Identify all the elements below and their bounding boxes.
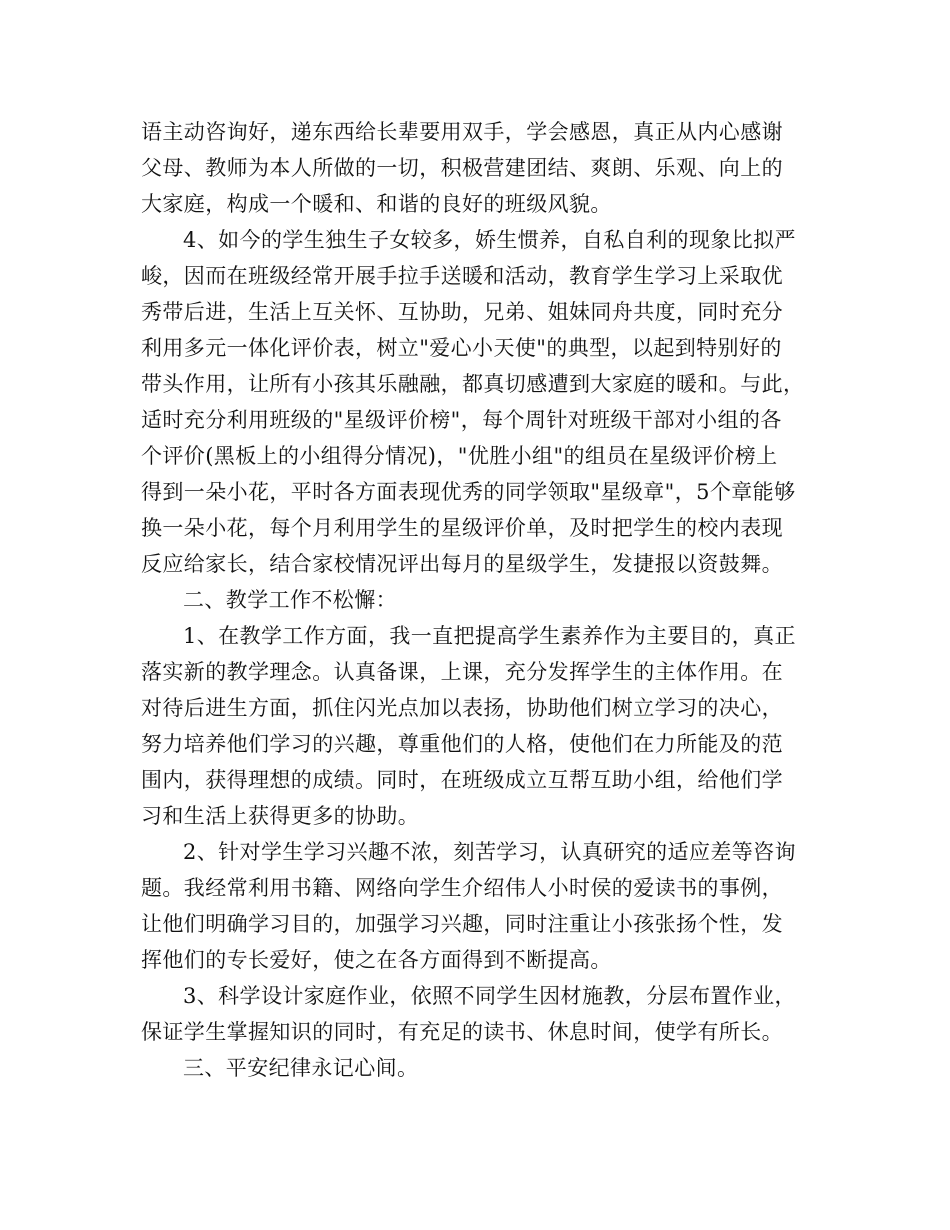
text-line: 带头作用，让所有小孩其乐融融，都真切感遭到大家庭的暖和。与此， [141,372,805,396]
text-line: 3、科学设计家庭作业，依照不同学生因材施教，分层布置作业， [183,984,796,1008]
text-line: 2、针对学生学习兴趣不浓，刻苦学习，认真研究的适应差等咨询 [183,840,796,864]
text-line: 围内，获得理想的成绩。同时，在班级成立互帮互助小组，给他们学 [141,768,783,792]
text-line: 三、平安纪律永记心间。 [183,1056,419,1080]
text-line: 对待后进生方面，抓住闪光点加以表扬，协助他们树立学习的决心， [141,696,783,720]
text-line: 利用多元一体化评价表，树立"爱心小天使"的典型，以起到特别好的 [141,336,782,360]
text-line: 语主动咨询好，递东西给长辈要用双手，学会感恩，真正从内心感谢 [141,120,783,144]
text-line: 1、在教学工作方面，我一直把提高学生素养作为主要目的，真正 [183,624,796,648]
document-body [141,114,821,1086]
text-line: 落实新的教学理念。认真备课，上课，充分发挥学生的主体作用。在 [141,660,783,684]
text-line: 大家庭，构成一个暖和、和谐的良好的班级风貌。 [141,192,612,216]
text-line: 父母、教师为本人所做的一切，积极营建团结、爽朗、乐观、向上的 [141,156,783,180]
text-line: 题。我经常利用书籍、网络向学生介绍伟人小时侯的爱读书的事例， [141,876,783,900]
text-line: 适时充分利用班级的"星级评价榜"，每个周针对班级干部对小组的各 [141,408,782,432]
text-line: 保证学生掌握知识的同时，有充足的读书、休息时间，使学有所长。 [141,1020,783,1044]
text-line: 反应给家长，结合家校情况评出每月的星级学生，发捷报以资鼓舞。 [141,552,783,576]
text-line: 个评价(黑板上的小组得分情况)，"优胜小组"的组员在星级评价榜上 [141,444,778,468]
text-line: 挥他们的专长爱好，使之在各方面得到不断提高。 [141,948,612,972]
text-line: 得到一朵小花，平时各方面表现优秀的同学领取"星级章"，5个章能够 [141,480,796,504]
text-line: 让他们明确学习目的，加强学习兴趣，同时注重让小孩张扬个性，发 [141,912,783,936]
text-line: 秀带后进，生活上互关怀、互协助，兄弟、姐妹同舟共度，同时充分 [141,300,783,324]
text-line: 努力培养他们学习的兴趣，尊重他们的人格，使他们在力所能及的范 [141,732,783,756]
text-line: 峻，因而在班级经常开展手拉手送暖和活动，教育学生学习上采取优 [141,264,783,288]
text-line: 4、如今的学生独生子女较多，娇生惯养，自私自利的现象比拟严 [183,228,796,252]
text-line: 换一朵小花，每个月利用学生的星级评价单，及时把学生的校内表现 [141,516,783,540]
text-line: 二、教学工作不松懈： [183,588,397,612]
text-line: 习和生活上获得更多的协助。 [141,804,420,828]
